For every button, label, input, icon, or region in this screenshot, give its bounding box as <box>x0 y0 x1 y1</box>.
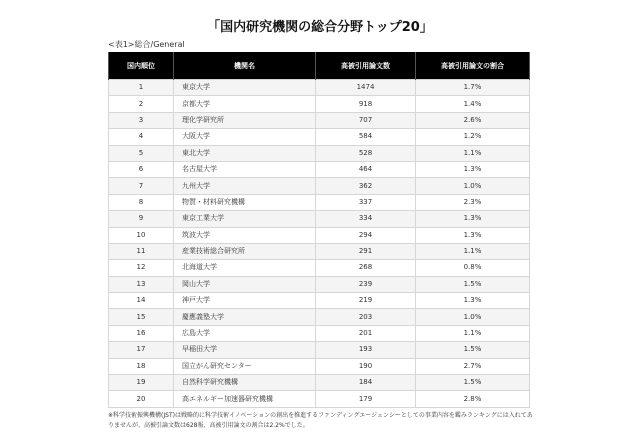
institution-cell: 東北大学 <box>174 145 316 161</box>
header-paper-count: 高被引用論文数 <box>316 52 416 80</box>
paper-ratio-cell: 1.3% <box>416 211 530 227</box>
paper-count-cell: 179 <box>316 391 416 407</box>
institution-cell: 神戸大学 <box>174 293 316 309</box>
paper-ratio-cell: 1.1% <box>416 325 530 341</box>
paper-count-cell: 528 <box>316 145 416 161</box>
institution-cell: 高エネルギー加速器研究機構 <box>174 391 316 407</box>
paper-ratio-cell: 1.4% <box>416 96 530 112</box>
table-row <box>109 129 530 145</box>
paper-ratio-cell: 1.3% <box>416 293 530 309</box>
paper-ratio-cell: 1.7% <box>416 80 530 96</box>
paper-count-cell: 337 <box>316 194 416 210</box>
table-row <box>109 80 530 96</box>
table-row <box>109 293 530 309</box>
table-row <box>109 325 530 341</box>
table-row <box>109 145 530 161</box>
paper-count-cell: 268 <box>316 260 416 276</box>
paper-ratio-cell: 1.3% <box>416 227 530 243</box>
institution-cell: 理化学研究所 <box>174 112 316 128</box>
paper-count-cell: 464 <box>316 161 416 177</box>
table-row <box>109 161 530 177</box>
rank-cell: 12 <box>109 260 174 276</box>
rank-cell: 15 <box>109 309 174 325</box>
institution-cell: 九州大学 <box>174 178 316 194</box>
paper-ratio-cell: 1.5% <box>416 276 530 292</box>
institution-cell: 東京大学 <box>174 80 316 96</box>
header-rank: 国内順位 <box>109 52 174 80</box>
paper-ratio-cell: 2.3% <box>416 194 530 210</box>
paper-count-cell: 707 <box>316 112 416 128</box>
institution-cell: 自然科学研究機構 <box>174 375 316 391</box>
header-institution: 機関名 <box>174 52 316 80</box>
table-row <box>109 342 530 358</box>
paper-count-cell: 190 <box>316 358 416 374</box>
paper-ratio-cell: 2.8% <box>416 391 530 407</box>
paper-ratio-cell: 1.0% <box>416 309 530 325</box>
table-row <box>109 375 530 391</box>
paper-count-cell: 201 <box>316 325 416 341</box>
table-row <box>109 243 530 259</box>
table-header <box>109 52 530 80</box>
paper-count-cell: 294 <box>316 227 416 243</box>
rank-cell: 16 <box>109 325 174 341</box>
paper-ratio-cell: 1.1% <box>416 145 530 161</box>
rank-cell: 10 <box>109 227 174 243</box>
paper-ratio-cell: 1.3% <box>416 161 530 177</box>
institution-cell: 産業技術総合研究所 <box>174 243 316 259</box>
paper-ratio-cell: 1.5% <box>416 375 530 391</box>
header-paper-ratio: 高被引用論文の割合 <box>416 52 530 80</box>
table-row <box>109 391 530 407</box>
paper-count-cell: 291 <box>316 243 416 259</box>
table-row <box>109 260 530 276</box>
rank-cell: 17 <box>109 342 174 358</box>
table-body <box>109 80 530 408</box>
table-row <box>109 96 530 112</box>
paper-count-cell: 184 <box>316 375 416 391</box>
rank-cell: 14 <box>109 293 174 309</box>
table-row <box>109 358 530 374</box>
paper-count-cell: 1474 <box>316 80 416 96</box>
table-row <box>109 227 530 243</box>
institution-cell: 筑波大学 <box>174 227 316 243</box>
paper-ratio-cell: 0.8% <box>416 260 530 276</box>
rank-cell: 6 <box>109 161 174 177</box>
rank-cell: 8 <box>109 194 174 210</box>
institution-cell: 物質・材料研究機構 <box>174 194 316 210</box>
footnote: ※科学技術振興機構(JST)は戦略的に科学技術イノベーションの創出を推進するファンディングエージェンシーとしての事業内容を鑑みランキングには入れてありませんが、高被引論文数は628報、高被引用論文の割合は2.2%でした。 <box>108 412 533 429</box>
paper-ratio-cell: 1.5% <box>416 342 530 358</box>
rank-cell: 11 <box>109 243 174 259</box>
table-row <box>109 112 530 128</box>
paper-ratio-cell: 1.2% <box>416 129 530 145</box>
rank-cell: 18 <box>109 358 174 374</box>
institution-cell: 岡山大学 <box>174 276 316 292</box>
institution-cell: 東京工業大学 <box>174 211 316 227</box>
institution-cell: 大阪大学 <box>174 129 316 145</box>
institution-cell: 早稲田大学 <box>174 342 316 358</box>
paper-count-cell: 362 <box>316 178 416 194</box>
institution-cell: 京都大学 <box>174 96 316 112</box>
institution-cell: 慶應義塾大学 <box>174 309 316 325</box>
paper-ratio-cell: 2.7% <box>416 358 530 374</box>
institution-cell: 北海道大学 <box>174 260 316 276</box>
institution-cell: 国立がん研究センター <box>174 358 316 374</box>
table-row <box>109 276 530 292</box>
paper-ratio-cell: 1.0% <box>416 178 530 194</box>
institution-cell: 名古屋大学 <box>174 161 316 177</box>
rank-cell: 5 <box>109 145 174 161</box>
paper-count-cell: 334 <box>316 211 416 227</box>
ranking-table <box>108 52 530 408</box>
rank-cell: 1 <box>109 80 174 96</box>
paper-count-cell: 219 <box>316 293 416 309</box>
rank-cell: 2 <box>109 96 174 112</box>
rank-cell: 3 <box>109 112 174 128</box>
rank-cell: 19 <box>109 375 174 391</box>
rank-cell: 20 <box>109 391 174 407</box>
institution-cell: 広島大学 <box>174 325 316 341</box>
rank-cell: 4 <box>109 129 174 145</box>
table-row <box>109 194 530 210</box>
paper-ratio-cell: 2.6% <box>416 112 530 128</box>
table-row <box>109 309 530 325</box>
paper-count-cell: 584 <box>316 129 416 145</box>
paper-count-cell: 203 <box>316 309 416 325</box>
rank-cell: 9 <box>109 211 174 227</box>
table-caption: <表1>総合/General <box>108 40 185 49</box>
table-row <box>109 211 530 227</box>
paper-count-cell: 239 <box>316 276 416 292</box>
paper-ratio-cell: 1.1% <box>416 243 530 259</box>
rank-cell: 7 <box>109 178 174 194</box>
rank-cell: 13 <box>109 276 174 292</box>
page-title: 「国内研究機関の総合分野トップ20」 <box>207 20 433 35</box>
paper-count-cell: 918 <box>316 96 416 112</box>
paper-count-cell: 193 <box>316 342 416 358</box>
table-row <box>109 178 530 194</box>
